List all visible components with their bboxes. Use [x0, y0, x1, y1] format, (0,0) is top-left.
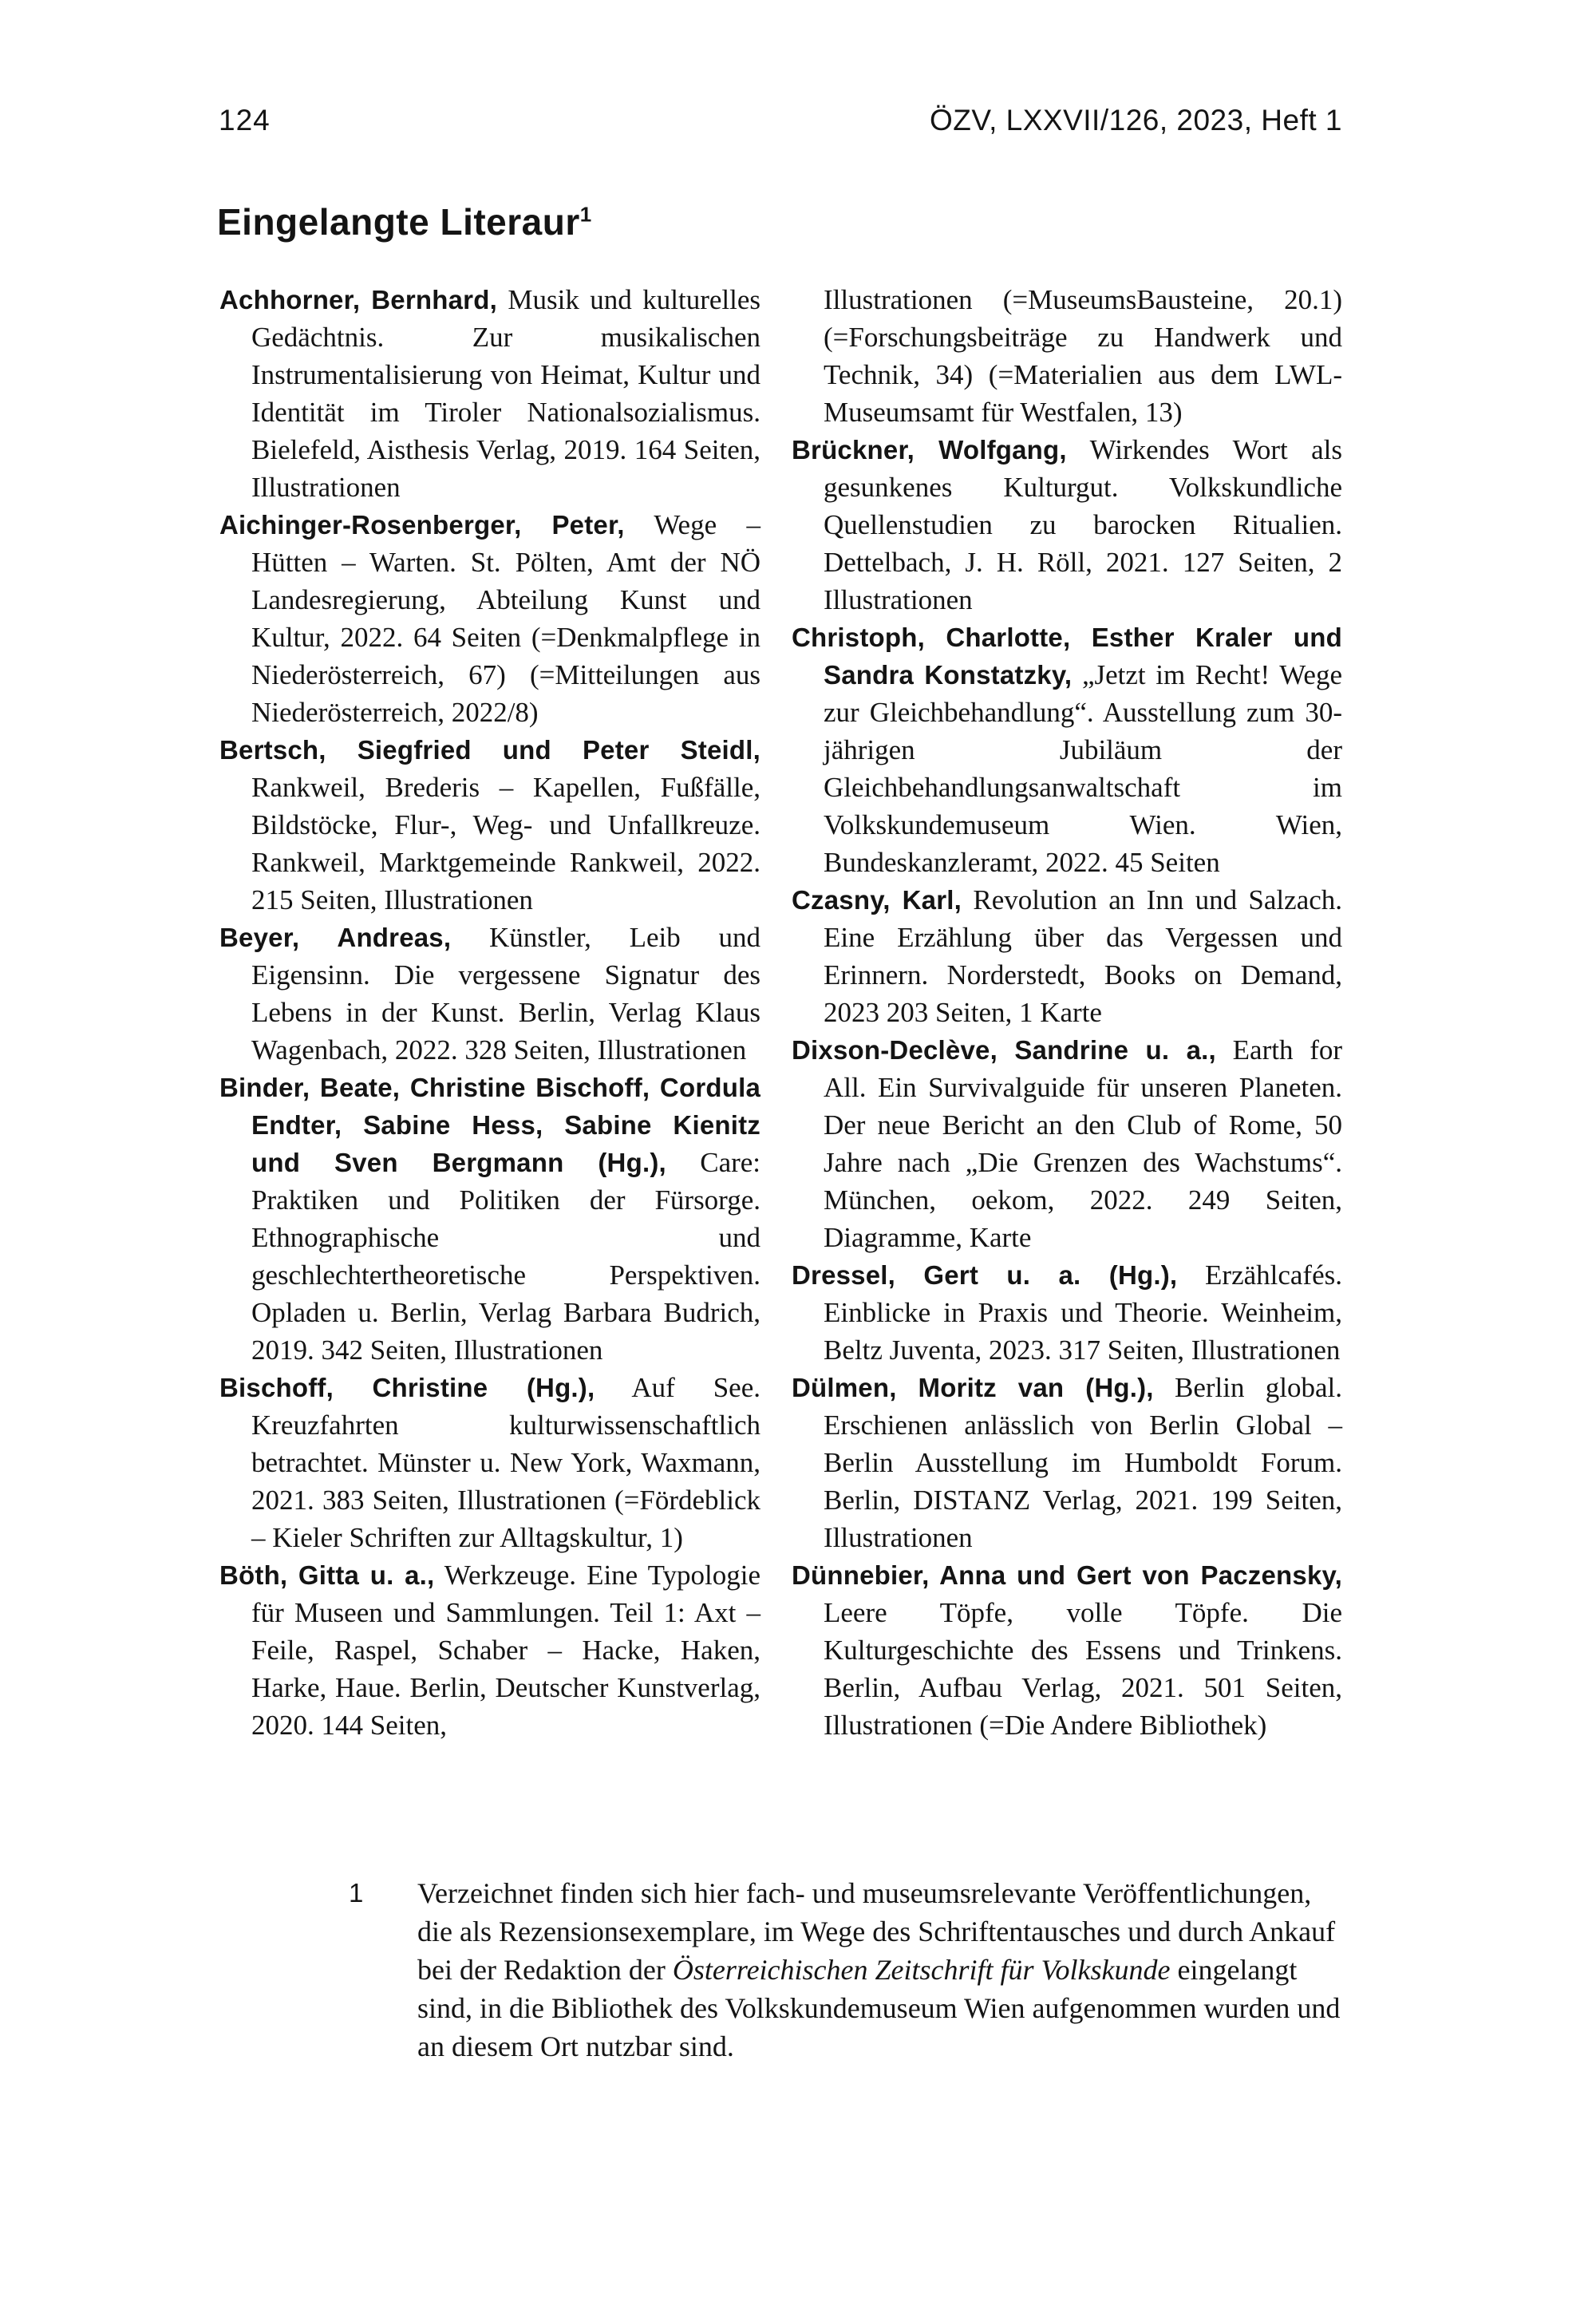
entry-author: Beyer, Andreas, — [219, 923, 452, 952]
footnote-text-after: eingelangt sind, in die Bibliothek des Volkskundemuseum Wien aufgenommen wurden und an diesem Ort nutzbar sind. — [417, 1954, 1341, 2062]
journal-reference: ÖZV, LXXVII/126, 2023, Heft 1 — [929, 104, 1342, 136]
bibliography-entry — [219, 281, 760, 506]
footnote — [349, 1874, 1345, 2066]
entry-description: Earth for All. Ein Survivalguide für unseren Planeten. Der neue Bericht an den Club of Rome, 50 Jahre nach „Die Grenzen des Wachstums“. München, oekom, 2022. 249 Seiten, Diagramme, Karte — [824, 1034, 1343, 1253]
bibliography-entry — [219, 506, 760, 731]
bibliography-entry — [792, 619, 1342, 881]
bibliography-entry — [792, 431, 1342, 619]
bibliography-entry — [792, 1031, 1342, 1256]
bibliography-entry — [792, 281, 1342, 431]
entry-author: Böth, Gitta u. a., — [219, 1560, 435, 1590]
entry-description: Leere Töpfe, volle Töpfe. Die Kulturgeschichte des Essens und Trinkens. Berlin, Aufbau Verlag, 2021. 501 Seiten, Illustrationen (=Die Andere Bibliothek) — [824, 1597, 1342, 1741]
entry-description: Werkzeuge. Eine Typologie für Museen und Sammlungen. Teil 1: Axt – Feile, Raspel, Schaber – Hacke, Haken, Harke, Haue. Berlin, Deutscher Kunstverlag, 2020. 144 Seiten, — [251, 1560, 761, 1741]
title-footnote-marker: 1 — [579, 202, 592, 227]
bibliography-entry — [219, 919, 760, 1069]
entry-author: Bertsch, Siegfried und Peter Steidl, — [219, 735, 760, 765]
entry-description: „Jetzt im Recht! Wege zur Gleichbehandlung“. Ausstellung zum 30-jährigen Jubiläum der Gleichbehandlungsanwaltschaft im Volkskundemuseum Wien. Wien, Bundeskanzleramt, 2022. 45 Seiten — [824, 659, 1343, 878]
bibliography-entry — [792, 1256, 1342, 1369]
entry-author: Binder, Beate, Christine Bischoff, Cordula Endter, Sabine Hess, Sabine Kienitz und Sven Bergmann (Hg.), — [219, 1073, 760, 1177]
bibliography-entry — [219, 1069, 760, 1369]
entry-author: Bischoff, Christine (Hg.), — [219, 1373, 595, 1402]
entry-description: Wege – Hütten – Warten. St. Pölten, Amt der NÖ Landesregierung, Abteilung Kunst und Kultur, 2022. 64 Seiten (=Denkmalpflege in Niederösterreich, 67) (=Mitteilungen aus Niederösterreich, 2022/8) — [251, 509, 760, 728]
footnote-text — [417, 1874, 1345, 2066]
bibliography-entry — [219, 1369, 760, 1556]
entry-description: Künstler, Leib und Eigensinn. Die vergessene Signatur des Lebens in der Kunst. Berlin, Verlag Klaus Wagenbach, 2022. 328 Seiten, Illustrationen — [251, 922, 760, 1066]
bibliography-entry — [792, 1369, 1342, 1556]
entry-author: Dünnebier, Anna und Gert von Paczensky, — [792, 1560, 1342, 1590]
entry-description: Erzählcafés. Einblicke in Praxis und Theorie. Weinheim, Beltz Juventa, 2023. 317 Seiten, Illustrationen — [824, 1259, 1342, 1366]
entry-description: Care: Praktiken und Politiken der Fürsorge. Ethnographische und geschlechtertheoretische Perspektiven. Opladen u. Berlin, Verlag Barbara Budrich, 2019. 342 Seiten, Illustrationen — [251, 1147, 761, 1366]
bibliography-column-left — [219, 281, 760, 1744]
footnote-marker: 1 — [349, 1878, 364, 1908]
entry-description: Musik und kulturelles Gedächtnis. Zur musikalischen Instrumentalisierung von Heimat, Kultur und Identität im Tiroler Nationalsozialismus. Bielefeld, Aisthesis Verlag, 2019. 164 Seiten, Illustrationen — [251, 284, 760, 503]
entry-author: Brückner, Wolfgang, — [792, 435, 1067, 465]
entry-description: Auf See. Kreuzfahrten kulturwissenschaftlich betrachtet. Münster u. New York, Waxmann, 2021. 383 Seiten, Illustrationen (=Fördeblick – Kieler Schriften zur Alltagskultur, 1) — [251, 1372, 760, 1553]
entry-author: Aichinger-Rosenberger, Peter, — [219, 510, 625, 540]
page-title-text: Eingelangte Literaur — [217, 200, 580, 243]
footnote-text-before: Verzeichnet finden sich hier fach- und museumsrelevante Veröffentlichungen, die als Rezensionsexemplare, im Wege des Schriftentausches und durch Ankauf bei der Redaktion der — [417, 1877, 1336, 1986]
entry-description: Revolution an Inn und Salzach. Eine Erzählung über das Vergessen und Erinnern. Norderstedt, Books on Demand, 2023 203 Seiten, 1 Karte — [824, 884, 1343, 1028]
entry-author: Achhorner, Bernhard, — [219, 285, 497, 314]
entry-author: Dülmen, Moritz van (Hg.), — [792, 1373, 1154, 1402]
bibliography-entry — [219, 731, 760, 919]
bibliography-column-right — [792, 281, 1342, 1744]
bibliography-entry — [219, 1556, 760, 1744]
page-number: 124 — [219, 104, 271, 136]
entry-description: Wirkendes Wort als gesunkenes Kulturgut. Volkskundliche Quellenstudien zu barocken Ritualien. Dettelbach, J. H. Röll, 2021. 127 Seiten, 2 Illustrationen — [824, 434, 1343, 615]
bibliography-entry — [792, 1556, 1342, 1744]
entry-description: Rankweil, Brederis – Kapellen, Fußfälle, Bildstöcke, Flur-, Weg- und Unfallkreuze. Rankweil, Marktgemeinde Rankweil, 2022. 215 Seiten, Illustrationen — [251, 772, 760, 915]
footnote-journal-title-italic: Österreichischen Zeitschrift für Volkskunde — [672, 1954, 1171, 1986]
entry-author: Dressel, Gert u. a. (Hg.), — [792, 1260, 1178, 1290]
entry-author: Czasny, Karl, — [792, 885, 962, 915]
page-title — [217, 200, 592, 243]
entry-description: Berlin global. Erschienen anlässlich von Berlin Global – Berlin Ausstellung im Humboldt Forum. Berlin, DISTANZ Verlag, 2021. 199 Seiten, Illustrationen — [824, 1372, 1343, 1553]
entry-description: Illustrationen (=MuseumsBausteine, 20.1) (=Forschungsbeiträge zu Handwerk und Technik, 34) (=Materialien aus dem LWL-Museumsamt für Westfalen, 13) — [824, 284, 1342, 428]
entry-author: Christoph, Charlotte, Esther Kraler und Sandra Konstatzky, — [792, 623, 1342, 690]
bibliography-entry — [792, 881, 1342, 1031]
entry-author: Dixson-Declève, Sandrine u. a., — [792, 1035, 1216, 1065]
